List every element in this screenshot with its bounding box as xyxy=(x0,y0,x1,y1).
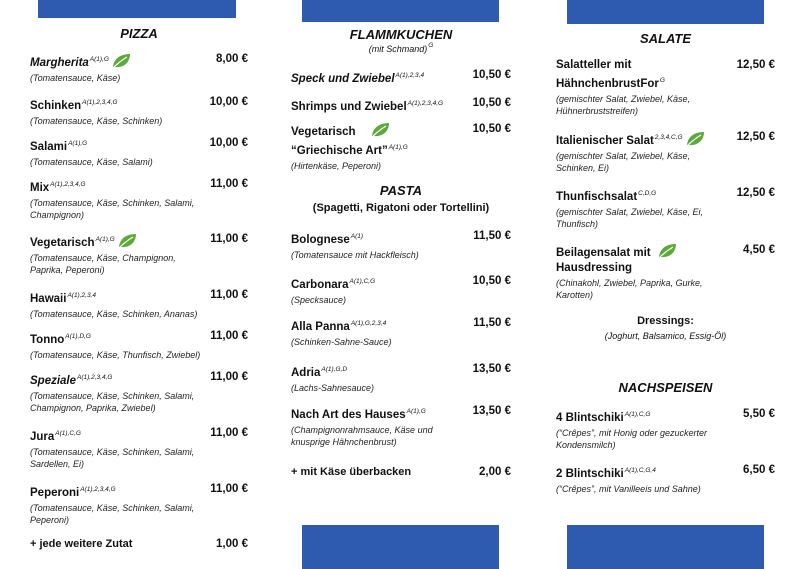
allergen-codes: A(1),C,G xyxy=(349,278,376,285)
allergen-codes: A(1) xyxy=(350,233,364,240)
item-name: Peperoni xyxy=(30,487,80,499)
menu-item-2-blintschiki xyxy=(556,463,775,495)
allergen-codes: A(1),2,3,4 xyxy=(395,72,425,79)
item-price: 11,50 € xyxy=(473,317,511,329)
item-name: Alla Panna xyxy=(291,321,350,333)
pasta-subtitle: (Spagetti, Rigatoni oder Tortellini) xyxy=(312,202,490,214)
item-price: 13,50 € xyxy=(472,363,511,375)
item-name: Beilagensalat mit xyxy=(556,247,651,259)
allergen-codes: A(1),2,3,4,G xyxy=(407,100,444,107)
menu-item-margherita xyxy=(30,52,248,84)
allergen-codes: A(1),G,D xyxy=(321,366,348,373)
item-price: 4,50 € xyxy=(743,244,775,256)
extra-topping-row xyxy=(30,537,248,551)
menu-item-tonno xyxy=(30,329,248,361)
vegetarian-leaf-icon xyxy=(657,243,677,259)
item-price: 11,00 € xyxy=(210,427,248,439)
item-price: 10,50 € xyxy=(472,123,511,135)
vegetarian-leaf-icon xyxy=(111,53,131,69)
vegetarian-leaf-icon xyxy=(370,122,390,138)
item-price: 11,00 € xyxy=(210,371,248,383)
item-name-line2: HähnchenbrustFor xyxy=(556,78,659,90)
pizza-column xyxy=(30,0,248,569)
item-description: (Chinakohl, Zwiebel, Paprika, Gurke, Karotten) xyxy=(556,278,703,300)
item-price: 12,50 € xyxy=(736,59,775,71)
item-description: (Hirtenkäse, Peperoni) xyxy=(291,161,382,171)
item-name: Salatteller mit xyxy=(556,59,632,71)
vegetarian-leaf-icon xyxy=(685,131,705,147)
item-price: 11,00 € xyxy=(210,233,248,245)
dressings-list: (Joghurt, Balsamico, Essig-Öl) xyxy=(604,331,727,341)
menu-item-mix xyxy=(30,177,248,221)
item-description: (Tomatensauce, Käse, Schinken) xyxy=(30,116,163,126)
item-description: (gemischter Salat, Zwiebel, Käse, Schinken, Ei) xyxy=(556,151,691,173)
menu-item-vegetarisch xyxy=(30,232,248,276)
menu-item-italienischer-salat xyxy=(556,130,775,174)
item-description: (Tomatensauce, Käse, Champignon, Paprika, Peperoni) xyxy=(30,253,176,275)
allergen-codes: A(1),G xyxy=(89,56,109,63)
extra-topping-label: + jede weitere Zutat xyxy=(30,538,133,550)
item-description: (gemischter Salat, Zwiebel, Käse, Hühnerbruststreifen) xyxy=(556,94,691,116)
item-description: (Specksauce) xyxy=(291,295,347,305)
item-price: 11,00 € xyxy=(210,483,248,495)
item-name: Vegetarisch xyxy=(291,126,356,138)
allergen-codes: A(1),2,3,4,G xyxy=(80,486,116,493)
allergen-codes: A(1),G xyxy=(95,236,115,243)
item-description: (Tomatensauce, Käse) xyxy=(30,73,121,83)
item-price: 10,50 € xyxy=(472,69,511,81)
allergen-codes: G xyxy=(428,42,434,49)
item-price: 12,50 € xyxy=(736,187,775,199)
item-price: 11,00 € xyxy=(210,330,248,342)
item-name: Shrimps und Zwiebel xyxy=(291,101,407,113)
item-price: 8,00 € xyxy=(216,53,248,65)
menu-item-peperoni xyxy=(30,482,248,526)
allergen-codes: A(1),C,G xyxy=(55,430,81,437)
allergen-codes: A(1),2,3,4 xyxy=(67,292,96,299)
allergen-codes: A(1),2,3,4,G xyxy=(50,181,86,188)
item-name: Hawaii xyxy=(30,293,67,305)
menu-item-beilagensalat xyxy=(556,243,775,301)
item-price: 10,00 € xyxy=(209,137,248,149)
item-name: 4 Blintschiki xyxy=(556,412,624,424)
salate-heading: SALATE xyxy=(639,31,692,46)
item-name: Adria xyxy=(291,367,321,379)
allergen-codes: A(1),G xyxy=(68,140,88,147)
allergen-codes: C,D,G xyxy=(638,190,657,197)
item-name: Thunfischsalat xyxy=(556,191,638,203)
cheese-extra-row xyxy=(291,465,511,479)
item-name: Margherita xyxy=(30,57,89,69)
allergen-codes: A(1),G xyxy=(406,408,426,415)
item-name: Bolognese xyxy=(291,234,350,246)
allergen-codes: A(1),D,G xyxy=(65,333,91,340)
item-description: (Schinken-Sahne-Sauce) xyxy=(291,337,392,347)
cheese-extra-price: 2,00 € xyxy=(479,466,511,478)
item-price: 10,00 € xyxy=(209,96,248,108)
pasta-heading: PASTA xyxy=(379,183,423,198)
pizza-heading: PIZZA xyxy=(120,26,158,41)
menu-item-nach-art-des-hauses xyxy=(291,404,511,448)
dressings-heading: Dressings: xyxy=(637,315,694,327)
item-price: 11,50 € xyxy=(473,230,511,242)
item-description: (Tomatensauce mit Hackfleisch) xyxy=(291,250,419,260)
item-description: (Tomatensauce, Käse, Schinken, Salami, Champignon, Paprika, Zwiebel) xyxy=(30,391,195,413)
allergen-codes: G xyxy=(659,77,665,84)
item-price: 12,50 € xyxy=(736,131,775,143)
item-name-line2: Hausdressing xyxy=(556,262,633,274)
menu-item-thunfischsalat xyxy=(556,186,775,230)
vegetarian-leaf-icon xyxy=(117,233,137,249)
item-price: 10,50 € xyxy=(472,275,511,287)
item-description: (Tomatensauce, Käse, Salami) xyxy=(30,157,153,167)
item-description: (Tomatensauce, Käse, Schinken, Salami, Peperoni) xyxy=(30,503,195,525)
menu-item-carbonara xyxy=(291,274,511,306)
item-name: Vegetarisch xyxy=(30,237,95,249)
menu-item-griechische-art xyxy=(291,122,511,172)
salate-nachspeisen-column xyxy=(556,0,775,569)
item-price: 11,00 € xyxy=(210,178,248,190)
item-price: 5,50 € xyxy=(743,408,775,420)
menu-item-shrimps-zwiebel xyxy=(291,96,511,115)
item-price: 13,50 € xyxy=(472,405,511,417)
flammkuchen-subtitle: (mit Schmand)$^G$ xyxy=(368,42,434,54)
allergen-codes: A(1),G,2,3,4 xyxy=(350,320,387,327)
item-name: Salami xyxy=(30,141,68,153)
item-name: Nach Art des Hauses xyxy=(291,409,406,421)
item-name: 2 Blintschiki xyxy=(556,468,624,480)
item-description: (“Crêpes”, mit Vanilleeis und Sahne) xyxy=(556,484,701,494)
menu-item-adria xyxy=(291,362,511,394)
item-description: (gemischter Salat, Zwiebel, Käse, Ei, Thunfisch) xyxy=(556,207,704,229)
flammkuchen-pasta-column xyxy=(291,0,511,569)
item-name: Italienischer Salat xyxy=(556,135,654,147)
allergen-codes: A(1),G xyxy=(388,144,408,151)
menu-item-jura xyxy=(30,426,248,470)
allergen-codes: A(1),C,G,4 xyxy=(624,467,656,474)
item-description: (Tomatensauce, Käse, Schinken, Ananas) xyxy=(30,309,198,319)
item-name: Mix xyxy=(30,182,50,194)
menu-item-hawaii xyxy=(30,288,248,320)
item-description: (Tomatensauce, Käse, Thunfisch, Zwiebel) xyxy=(30,350,201,360)
menu-item-schinken xyxy=(30,95,248,127)
cheese-extra-label: + mit Käse überbacken xyxy=(291,466,412,478)
item-description: (Tomatensauce, Käse, Schinken, Salami, Champignon) xyxy=(30,198,195,220)
item-name: Tonno xyxy=(30,334,65,346)
menu-item-alla-panna xyxy=(291,316,511,348)
item-description: (“Crêpes”, mit Honig oder gezuckerter Kondensmilch) xyxy=(556,428,708,450)
flammkuchen-heading: FLAMMKUCHEN xyxy=(349,27,453,42)
item-name: Schinken xyxy=(30,100,82,112)
item-price: 10,50 € xyxy=(472,97,511,109)
menu-item-4-blintschiki xyxy=(556,407,775,451)
menu-item-salatteller xyxy=(556,58,775,117)
item-name: Speck und Zwiebel xyxy=(291,73,395,85)
allergen-codes: A(1),C,G xyxy=(624,411,651,418)
menu-item-bolognese xyxy=(291,229,511,261)
menu-item-speziale xyxy=(30,370,248,414)
menu-item-speck-zwiebel xyxy=(291,68,511,87)
item-name: Jura xyxy=(30,431,55,443)
item-description: (Tomatensauce, Käse, Schinken, Salami, Sardellen, Ei) xyxy=(30,447,195,469)
item-price: 6,50 € xyxy=(743,464,775,476)
allergen-codes: 2,3,4,C,G xyxy=(654,134,683,141)
allergen-codes: A(1),2,3,4,G xyxy=(82,99,118,106)
item-description: (Champignonrahmsauce, Käse und knusprige Hähnchenbrust) xyxy=(291,425,433,447)
allergen-codes: A(1),2,3,4,G xyxy=(77,374,113,381)
menu-item-salami xyxy=(30,136,248,168)
nachspeisen-heading: NACHSPEISEN xyxy=(618,380,713,395)
item-name: Speziale xyxy=(30,375,77,387)
item-description: (Lachs-Sahnesauce) xyxy=(291,383,375,393)
extra-topping-price: 1,00 € xyxy=(216,538,248,550)
item-name-line2: “Griechische Art” xyxy=(291,145,388,157)
item-price: 11,00 € xyxy=(210,289,248,301)
item-name: Carbonara xyxy=(291,279,349,291)
